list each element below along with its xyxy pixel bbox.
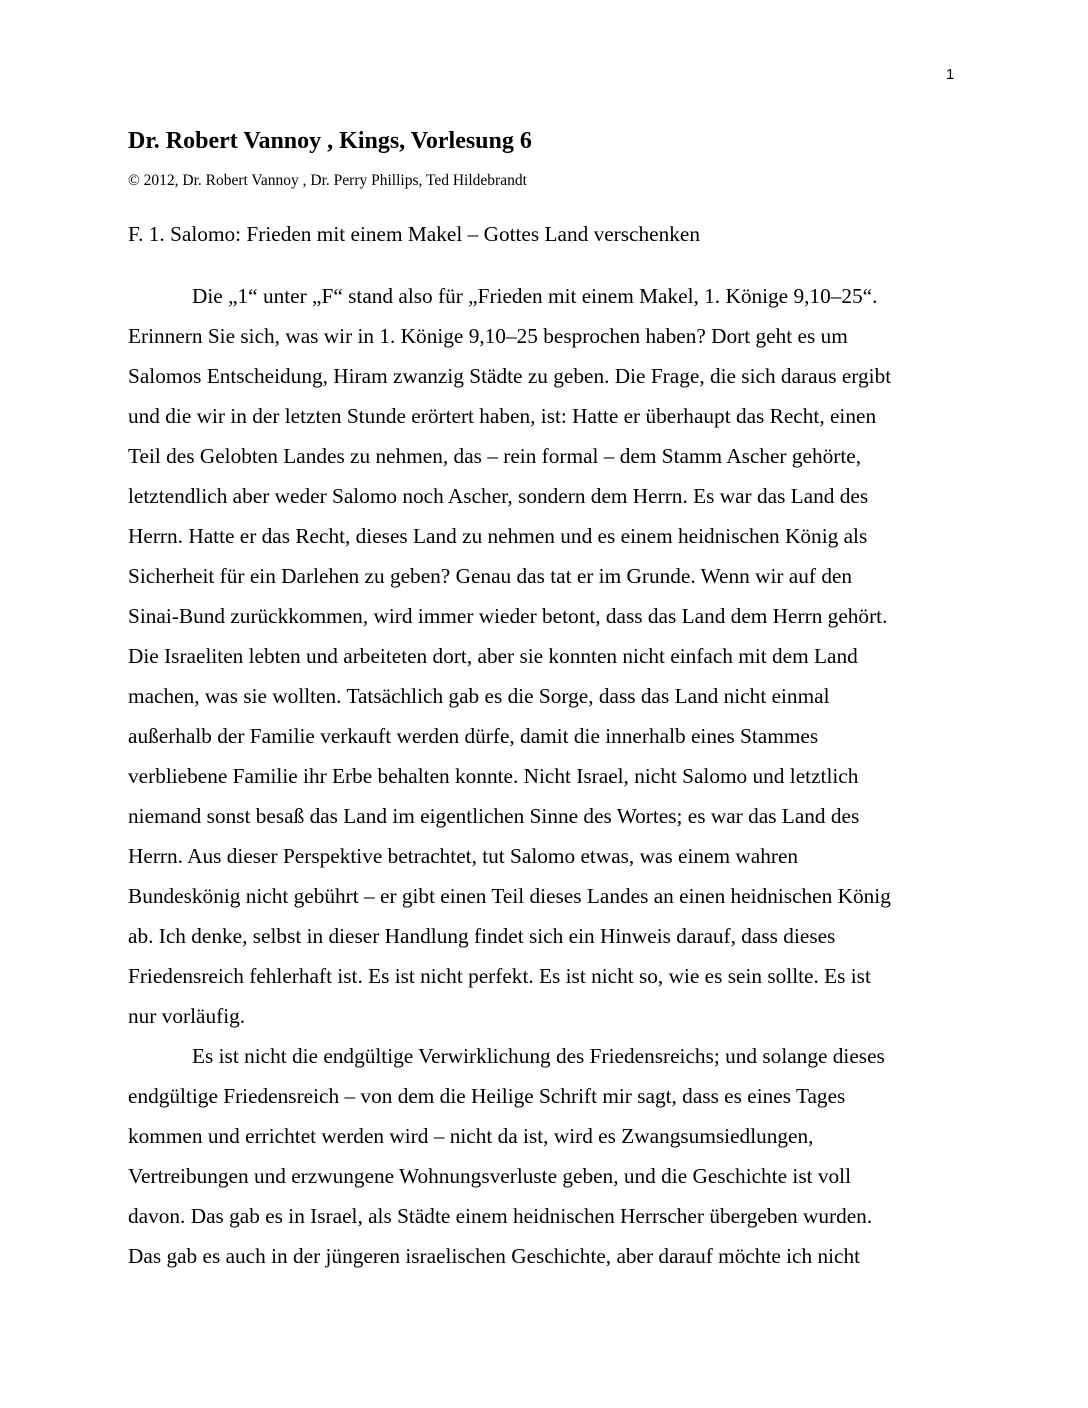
text-line: Erinnern Sie sich, was wir in 1. Könige 9,10–25 besprochen haben? Dort geht es um [128,324,848,348]
text-line: letztendlich aber weder Salomo noch Ascher, sondern dem Herrn. Es war das Land des [128,484,869,508]
text-line: Friedensreich fehlerhaft ist. Es ist nicht perfekt. Es ist nicht so, wie es sein sollte. Es ist [128,964,871,988]
text-line: machen, was sie wollten. Tatsächlich gab es die Sorge, dass das Land nicht einmal [128,684,830,708]
document-title: Dr. Robert Vannoy , Kings, Vorlesung 6 [128,128,532,154]
text-line: Salomos Entscheidung, Hiram zwanzig Städte zu geben. Die Frage, die sich daraus ergibt [128,364,892,388]
text-line: endgültige Friedensreich – von dem die Heilige Schrift mir sagt, dass es eines Tages [128,1084,846,1108]
text-line: Herrn. Hatte er das Recht, dieses Land zu nehmen und es einem heidnischen König als [128,524,868,548]
text-line: davon. Das gab es in Israel, als Städte einem heidnischen Herrscher übergeben wurden. [128,1204,873,1228]
text-line: Die „1“ unter „F“ stand also für „Frieden mit einem Makel, 1. Könige 9,10–25“. [192,284,878,308]
section-heading: F. 1. Salomo: Frieden mit einem Makel – Gottes Land verschenken [128,222,701,246]
text-line: Vertreibungen und erzwungene Wohnungsverluste geben, und die Geschichte ist voll [128,1164,851,1188]
text-line: kommen und errichtet werden wird – nicht da ist, wird es Zwangsumsiedlungen, [128,1124,814,1148]
text-line: Die Israeliten lebten und arbeiteten dort, aber sie konnten nicht einfach mit dem Land [128,644,858,668]
text-line: ab. Ich denke, selbst in dieser Handlung findet sich ein Hinweis darauf, dass dieses [128,924,836,948]
copyright-line: © 2012, Dr. Robert Vannoy , Dr. Perry Phillips, Ted Hildebrandt [128,172,527,189]
text-line: verbliebene Familie ihr Erbe behalten konnte. Nicht Israel, nicht Salomo und letztlich [128,764,859,788]
text-line: Das gab es auch in der jüngeren israelischen Geschichte, aber darauf möchte ich nicht [128,1244,861,1268]
text-line: und die wir in der letzten Stunde erörtert haben, ist: Hatte er überhaupt das Recht, einen [128,404,877,428]
text-line: Teil des Gelobten Landes zu nehmen, das – rein formal – dem Stamm Ascher gehörte, [128,444,862,468]
text-line: Herrn. Aus dieser Perspektive betrachtet, tut Salomo etwas, was einem wahren [128,844,799,868]
page-number: 1 [946,66,955,83]
text-line: Bundeskönig nicht gebührt – er gibt einen Teil dieses Landes an einen heidnischen König [128,884,891,908]
text-line: Sicherheit für ein Darlehen zu geben? Genau das tat er im Grunde. Wenn wir auf den [128,564,853,588]
text-line: Es ist nicht die endgültige Verwirklichung des Friedensreichs; und solange dieses [192,1044,885,1068]
paragraph [128,276,962,1036]
paragraph [128,1036,962,1276]
text-line: außerhalb der Familie verkauft werden dürfe, damit die innerhalb eines Stammes [128,724,819,748]
text-line: nur vorläufig. [128,1004,246,1028]
text-line: niemand sonst besaß das Land im eigentlichen Sinne des Wortes; es war das Land des [128,804,860,828]
text-line: Sinai-Bund zurückkommen, wird immer wieder betont, dass das Land dem Herrn gehört. [128,604,888,628]
body-text [128,276,962,1276]
